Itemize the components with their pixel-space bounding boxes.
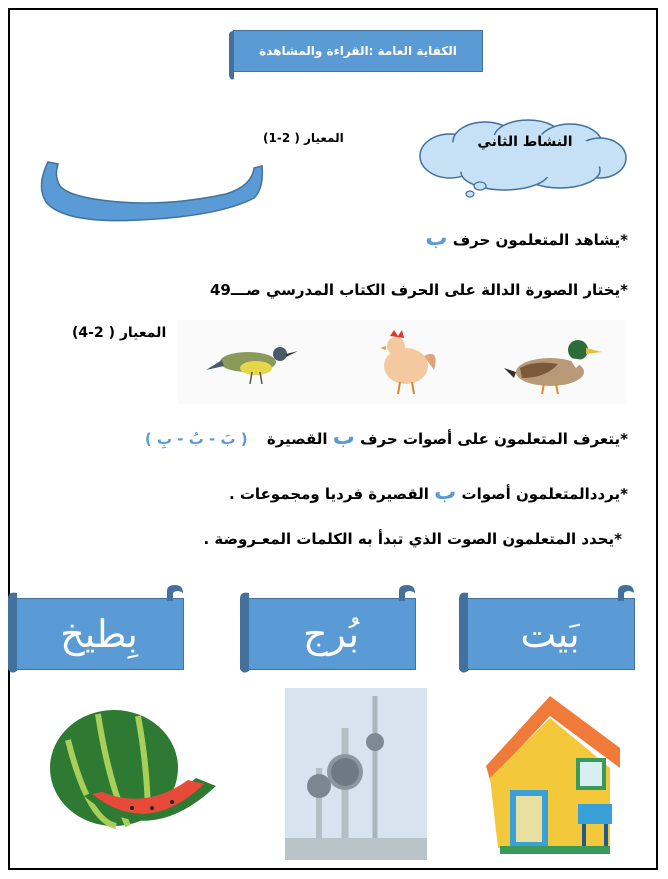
duck-icon: [504, 340, 602, 394]
birds-picture: [178, 320, 626, 404]
line-5-text: *يحدد المتعلمون الصوت الذي تبدأ به الكلمات المعـروضة .: [203, 530, 622, 548]
scroll-curl-icon: [237, 585, 251, 675]
header-banner: [233, 30, 483, 72]
line-3-sounds: ( بَ - بُ - بِ ): [144, 430, 248, 448]
towers-picture: [285, 688, 427, 860]
line-1-letter: ب: [425, 226, 448, 251]
scroll-curl-icon: [5, 585, 19, 675]
bird-icon: [206, 347, 298, 384]
line-4-after: القصيرة فرديا ومجموعات .: [228, 485, 429, 503]
line-4-text: *يرددالمتعلمون أصوات: [461, 485, 628, 503]
cloud-icon: [410, 118, 632, 198]
line-3-after: القصيرة: [266, 430, 328, 448]
scroll-curl-icon: [456, 585, 470, 675]
standard-first: المعيار ( 2-1): [263, 131, 344, 145]
line-2-text: *يختار الصورة الدالة على الحرف الكتاب المدرسي صـــ49: [209, 281, 628, 299]
word-burj: بُرج: [302, 612, 360, 656]
line-1-text: *يشاهد المتعلمون حرف: [452, 231, 628, 249]
word-card-batikh: [14, 598, 184, 670]
line-5: [204, 530, 623, 548]
activity-cloud: [410, 118, 632, 198]
house-picture: [480, 688, 630, 858]
line-4: [229, 480, 628, 505]
letter-ba-shape: [30, 158, 270, 230]
scroll-top-curl-icon: [397, 585, 417, 603]
scroll-top-curl-icon: [616, 585, 636, 603]
banner-curl-icon: [228, 31, 236, 81]
line-3-text: *يتعرف المتعلمون على أصوات حرف: [360, 430, 628, 448]
line-3: [145, 425, 628, 450]
line-2: [210, 281, 628, 299]
word-card-burj: [246, 598, 416, 670]
hen-icon: [380, 330, 436, 394]
word-bayt: بَيت: [520, 612, 580, 656]
word-batikh: بِطيخ: [60, 612, 138, 656]
standard-second: المعيار ( 2-4): [72, 325, 167, 341]
scroll-top-curl-icon: [165, 585, 185, 603]
activity-label: النشاط الثاني: [477, 134, 573, 150]
word-card-bayt: [465, 598, 635, 670]
watermelon-picture: [28, 700, 234, 850]
line-4-letter: ب: [434, 480, 457, 505]
big-letter: [30, 158, 270, 230]
header-title: الكفاية العامة :القراءة والمشاهدة: [259, 44, 457, 58]
line-1: [425, 226, 628, 251]
line-3-letter: ب: [332, 425, 355, 450]
